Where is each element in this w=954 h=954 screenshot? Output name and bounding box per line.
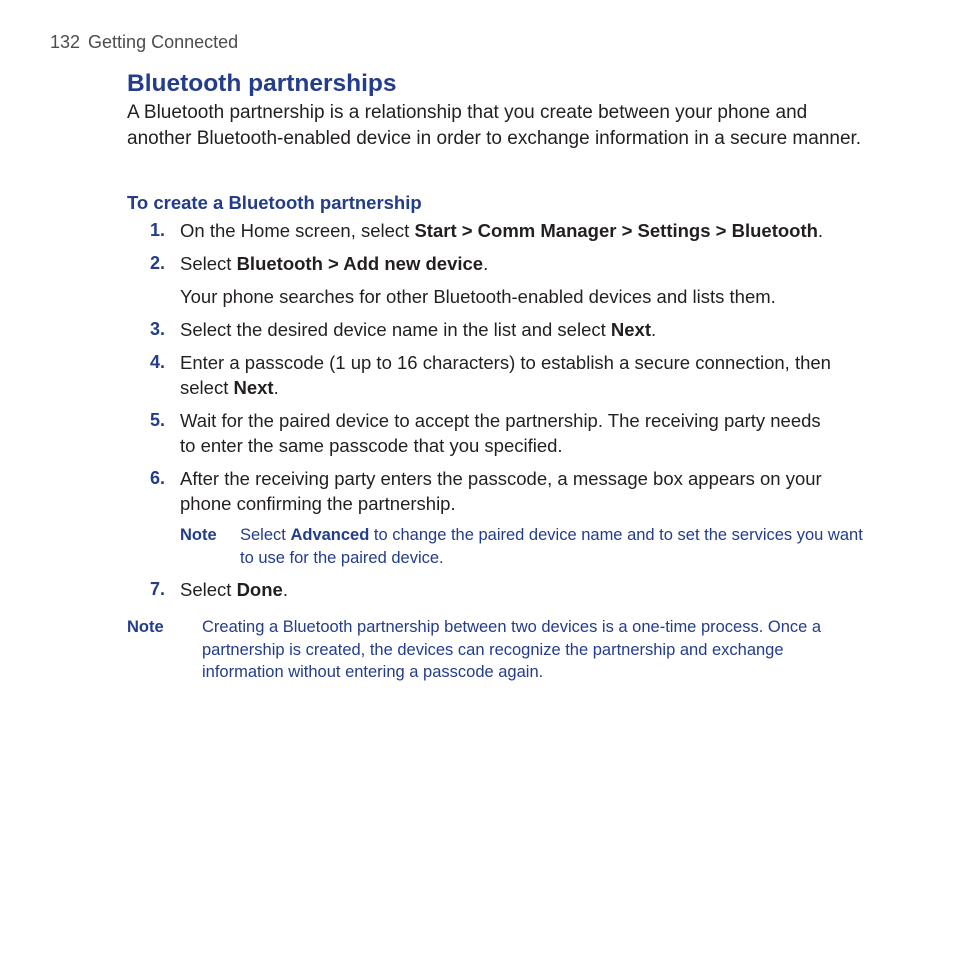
step-number: 3. xyxy=(150,319,166,339)
step-text: Select the desired device name in the list and select Next. xyxy=(180,319,657,340)
note-label: Note xyxy=(180,526,217,544)
running-header xyxy=(50,32,238,53)
ui-label: Advanced xyxy=(290,526,370,544)
note-label: Note xyxy=(127,618,164,636)
ui-path: Start > Comm Manager > Settings > Bluetooth xyxy=(414,220,818,241)
step-text: Select Bluetooth > Add new device. xyxy=(180,253,489,274)
ui-path: Bluetooth > Add new device xyxy=(236,253,484,274)
step-number: 7. xyxy=(150,579,166,599)
step-text: After the receiving party enters the passcode, a message box appears on your phone confirming the partnership. xyxy=(180,468,822,514)
step-number: 4. xyxy=(150,352,166,372)
ui-label: Next xyxy=(610,319,651,340)
intro-paragraph: A Bluetooth partnership is a relationship that you create between your phone and another Bluetooth-enabled device in order to exchange information in a secure manner. xyxy=(127,102,862,149)
step-number: 1. xyxy=(150,220,166,240)
page-number: 132 xyxy=(50,32,81,52)
note-text: Select Advanced to change the paired device name and to set the services you want to use for the paired device. xyxy=(240,526,863,567)
step-number: 5. xyxy=(150,410,166,430)
ui-label: Next xyxy=(233,377,274,398)
chapter-name: Getting Connected xyxy=(88,32,239,52)
step-number: 6. xyxy=(150,468,166,488)
step-text: Enter a passcode (1 up to 16 characters) to establish a secure connection, then select Next. xyxy=(180,352,831,398)
step-text: On the Home screen, select Start > Comm Manager > Settings > Bluetooth. xyxy=(180,220,824,241)
step-text: Wait for the paired device to accept the partnership. The receiving party needs to enter the same passcode that you specified. xyxy=(180,410,821,456)
step-text: Select Done. xyxy=(180,579,288,600)
section-title: Bluetooth partnerships xyxy=(127,70,397,97)
step-number: 2. xyxy=(150,253,166,273)
note-text: Creating a Bluetooth partnership between two devices is a one-time process. Once a partnership is created, the devices can recognize the partnership and exchange information without entering a passcode again. xyxy=(202,618,822,681)
step-2-detail: Your phone searches for other Bluetooth-enabled devices and lists them. xyxy=(180,286,776,307)
procedure-heading: To create a Bluetooth partnership xyxy=(127,192,422,213)
ui-label: Done xyxy=(236,579,283,600)
